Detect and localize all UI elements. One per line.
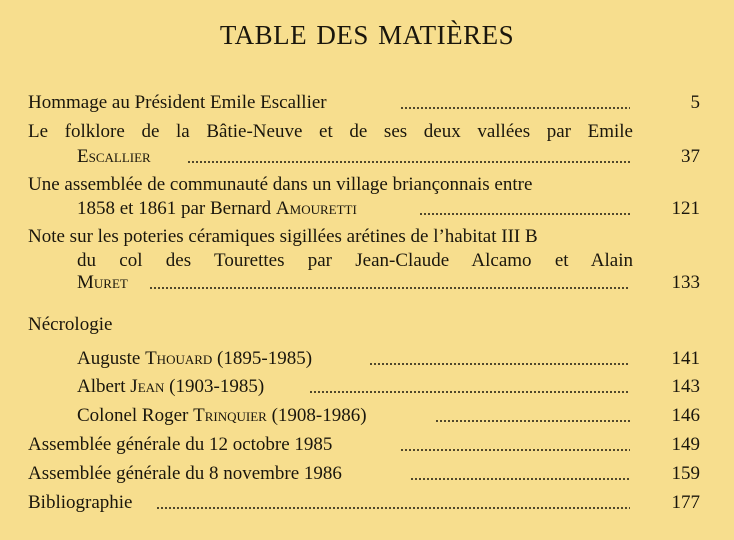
dot-leader <box>187 161 630 163</box>
page-number: 133 <box>671 272 700 293</box>
toc-entry-text: du col des Tourettes par Jean-Claude Alcamo et Alain <box>77 250 633 271</box>
dot-leader <box>149 287 630 289</box>
toc-entry-folklore-line1 <box>28 119 633 145</box>
toc-entry-text: (1895-1985) <box>212 348 313 369</box>
dot-leader <box>309 391 630 393</box>
page-number: 149 <box>671 434 700 455</box>
dot-leader <box>156 507 630 509</box>
toc-entry-poteries-line3 <box>77 270 700 296</box>
necrologie-item <box>77 403 700 429</box>
author-name: Muret <box>77 272 128 293</box>
dot-leader <box>410 478 630 480</box>
toc-entry-text: Note sur les poteries céramiques sigillées arétines de l’habitat III B <box>28 226 538 247</box>
page-title: TABLE DES MATIÈRES <box>219 20 515 50</box>
toc-entry-assemblee-1985 <box>28 432 700 458</box>
toc-entry-text: Une assemblée de communauté dans un village briançonnais entre <box>28 174 533 195</box>
toc-entry-text: Assemblée générale du 8 novembre 1986 <box>28 463 342 484</box>
dot-leader <box>435 420 630 422</box>
toc-entry-text: (1903-1985) <box>164 376 265 397</box>
dot-leader <box>400 107 630 109</box>
toc-entry-text: Bibliographie <box>28 492 133 513</box>
page-number: 37 <box>681 146 700 167</box>
toc-entry-text: (1908-1986) <box>266 405 367 426</box>
toc-entry-poteries-line1 <box>28 224 700 250</box>
page-number: 5 <box>690 92 700 113</box>
page-number: 143 <box>671 376 700 397</box>
toc-entry-folklore-line2 <box>77 144 700 170</box>
person-name: Thouard <box>145 348 213 369</box>
toc-entry-assemblee-line1 <box>28 172 700 198</box>
toc-entry-text: Assemblée générale du 12 octobre 1985 <box>28 434 333 455</box>
dot-leader <box>400 449 630 451</box>
author-name: Amouretti <box>275 198 357 219</box>
toc-entry-text: Colonel Roger <box>77 405 194 426</box>
page-number: 146 <box>671 405 700 426</box>
toc-entry-text: Auguste <box>77 348 146 369</box>
necrologie-item <box>77 346 700 372</box>
page-number: 121 <box>671 198 700 219</box>
toc-entry-text: Le folklore de la Bâtie-Neuve et de ses deux vallées par Emile <box>28 121 633 142</box>
necrologie-heading: Nécrologie <box>28 314 113 335</box>
necrologie-item <box>77 374 700 400</box>
toc-entry-text: Hommage au Président Emile Escallier <box>28 92 327 113</box>
toc-entry-hommage <box>28 90 700 116</box>
toc-entry-assemblee-1986 <box>28 461 700 487</box>
author-name: Escallier <box>77 146 151 167</box>
dot-leader <box>369 363 630 365</box>
page-number: 141 <box>671 348 700 369</box>
person-name: Trinquier <box>193 405 267 426</box>
page-number: 177 <box>671 492 700 513</box>
page-number: 159 <box>671 463 700 484</box>
toc-entry-text: 1858 et 1861 par Bernard <box>77 198 276 219</box>
toc-entry-assemblee-line2 <box>77 196 700 222</box>
toc-entry-text: Albert <box>77 376 131 397</box>
person-name: Jean <box>130 376 165 397</box>
toc-entry-bibliographie <box>28 490 700 516</box>
dot-leader <box>419 213 630 215</box>
